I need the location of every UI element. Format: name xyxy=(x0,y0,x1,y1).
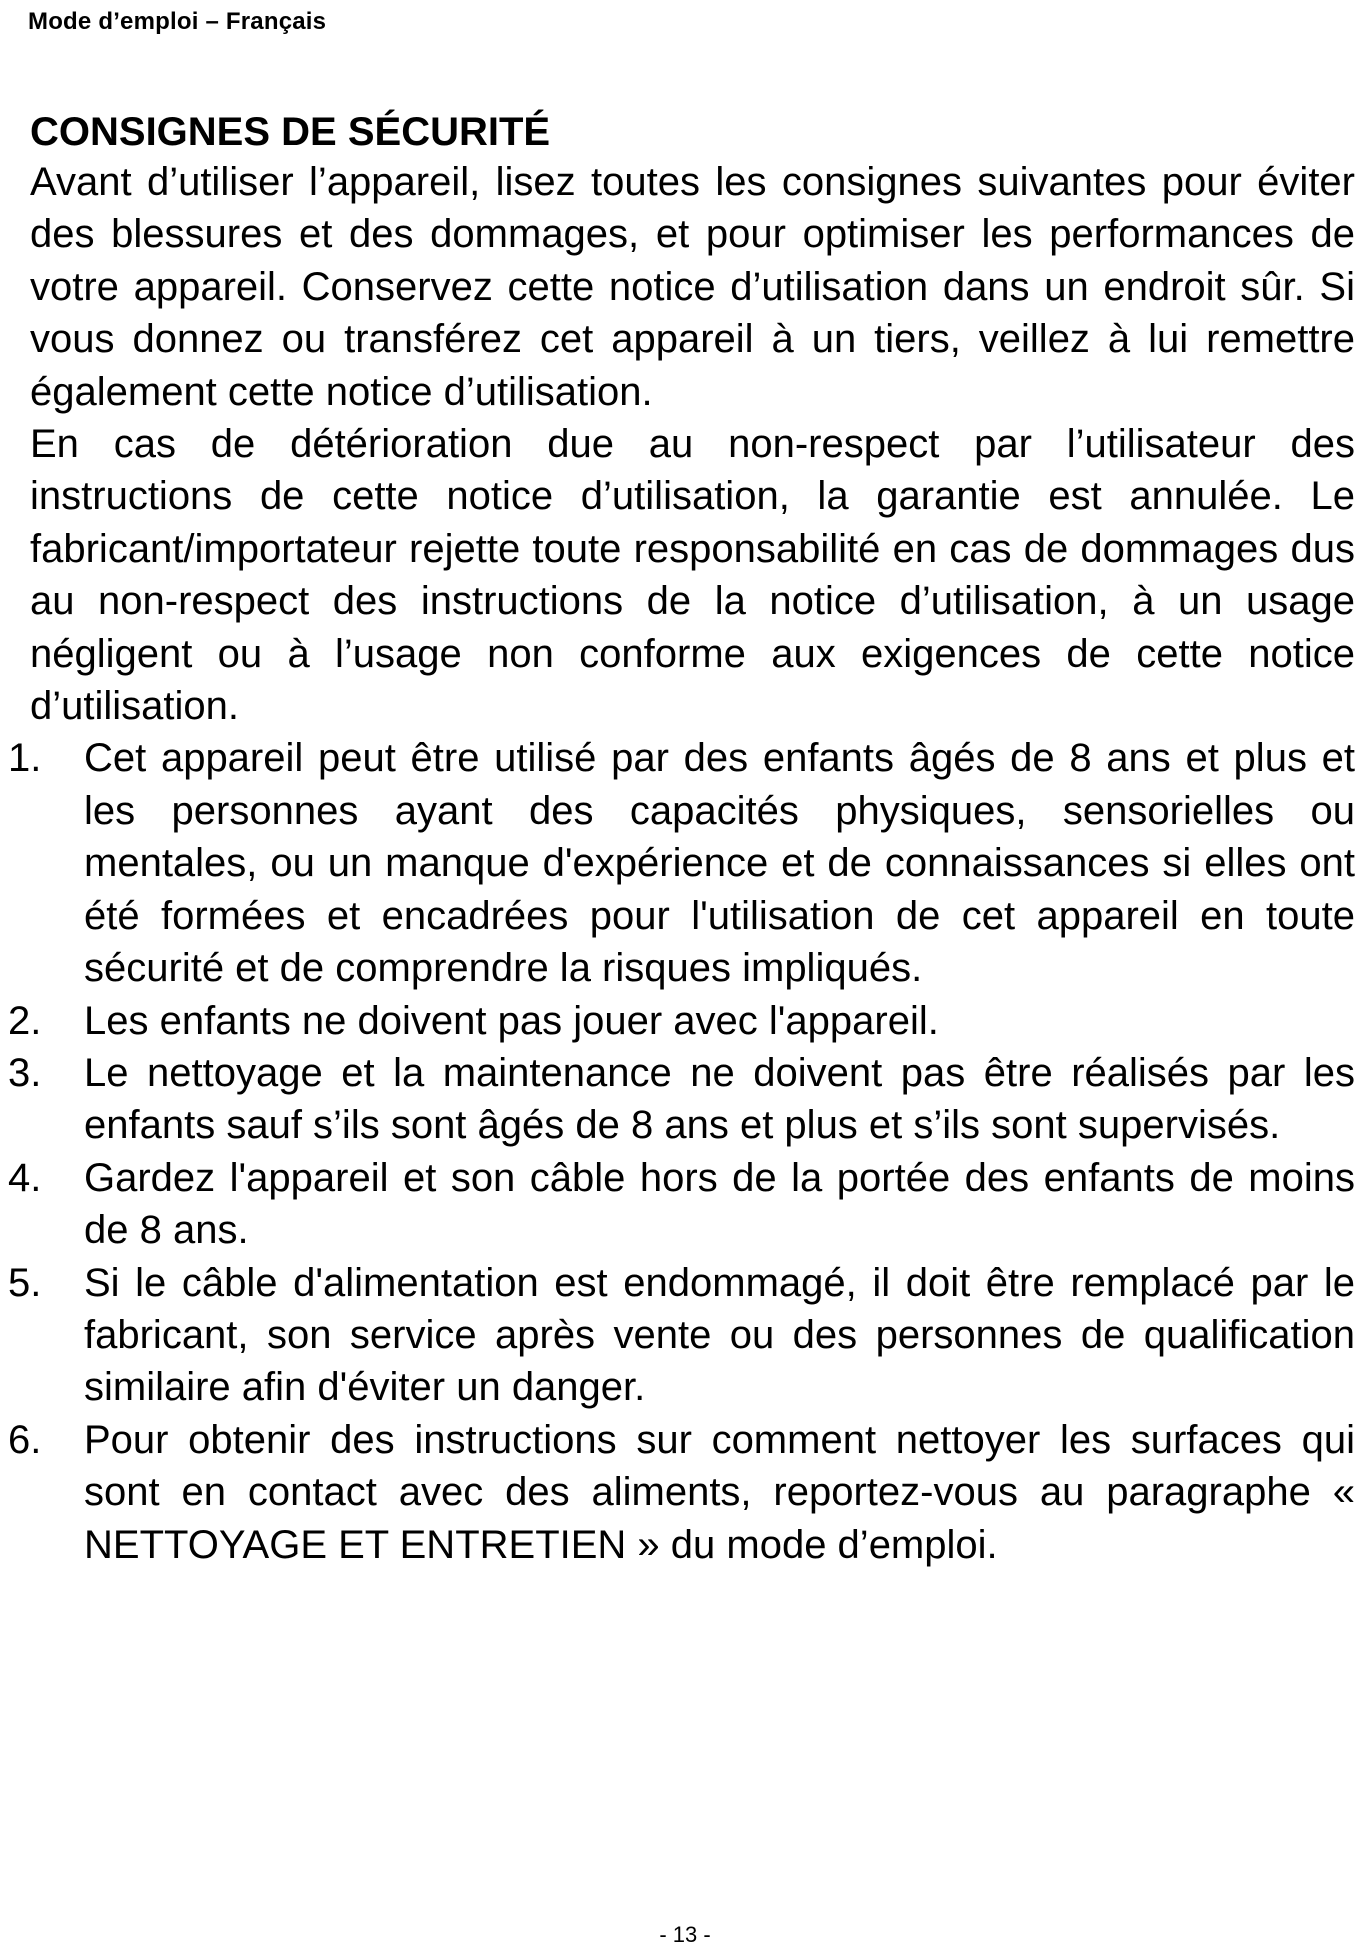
rule-number: 5. xyxy=(8,1260,42,1305)
rule-text: Le nettoyage et la maintenance ne doivent pas être réalisés par les enfants sauf s’ils sont âgés de 8 ans et plus et s’ils sont supervisés. xyxy=(84,1050,1355,1148)
warranty-paragraph: En cas de détérioration due au non-respect par l’utilisateur des instructions de cette notice d’utilisation, la garantie est annulée. Le fabricant/importateur rejette toute responsabilité en cas de dommages dus au non-respect des instructions de la notice d’utilisation, à un usage négligent ou à l’usage non conforme aux exigences de cette notice d’utilisation. xyxy=(30,422,1355,729)
rule-text: Gardez l'appareil et son câble hors de la portée des enfants de moins de 8 ans. xyxy=(84,1155,1355,1253)
section-title: CONSIGNES DE SÉCURITÉ xyxy=(30,110,551,154)
rule-number: 3. xyxy=(8,1050,42,1095)
page-number: - 13 - xyxy=(659,1922,711,1947)
rule-text: Cet appareil peut être utilisé par des enfants âgés de 8 ans et plus et les personnes ayant des capacités physiques, sensorielles ou mentales, ou un manque d'expérience et de connaissances si elles ont été formées et encadrées pour l'utilisation de cet appareil en toute sécurité et de comprendre la risques impliqués. xyxy=(84,736,1355,991)
running-header: Mode d’emploi – Français xyxy=(28,8,327,35)
safety-rule-3 xyxy=(8,1047,1355,1152)
rule-text: Les enfants ne doivent pas jouer avec l'appareil. xyxy=(84,998,939,1043)
intro-paragraph: Avant d’utiliser l’appareil, lisez toutes les consignes suivantes pour éviter des blessures et des dommages, et pour optimiser les performances de votre appareil. Conservez cette notice d’utilisation dans un endroit sûr. Si vous donnez ou transférez cet appareil à un tiers, veillez à lui remettre également cette notice d’utilisation. xyxy=(30,160,1355,414)
safety-rule-6 xyxy=(8,1414,1355,1571)
safety-rule-2 xyxy=(8,995,1355,1047)
rule-number: 2. xyxy=(8,998,42,1043)
rule-number: 1. xyxy=(8,736,42,781)
rule-number: 4. xyxy=(8,1155,42,1200)
safety-rule-1 xyxy=(8,732,1355,994)
rule-number: 6. xyxy=(8,1417,42,1462)
safety-rule-5 xyxy=(8,1257,1355,1414)
rule-text: Si le câble d'alimentation est endommagé, il doit être remplacé par le fabricant, son service après vente ou des personnes de qualification similaire afin d'éviter un danger. xyxy=(84,1260,1355,1410)
safety-rule-4 xyxy=(8,1152,1355,1257)
safety-rules-list xyxy=(8,732,1355,1571)
safety-section xyxy=(8,108,1355,1571)
rule-text: Pour obtenir des instructions sur comment nettoyer les surfaces qui sont en contact avec des aliments, reportez-vous au paragraphe « NETTOYAGE ET ENTRETIEN » du mode d’emploi. xyxy=(84,1417,1355,1567)
